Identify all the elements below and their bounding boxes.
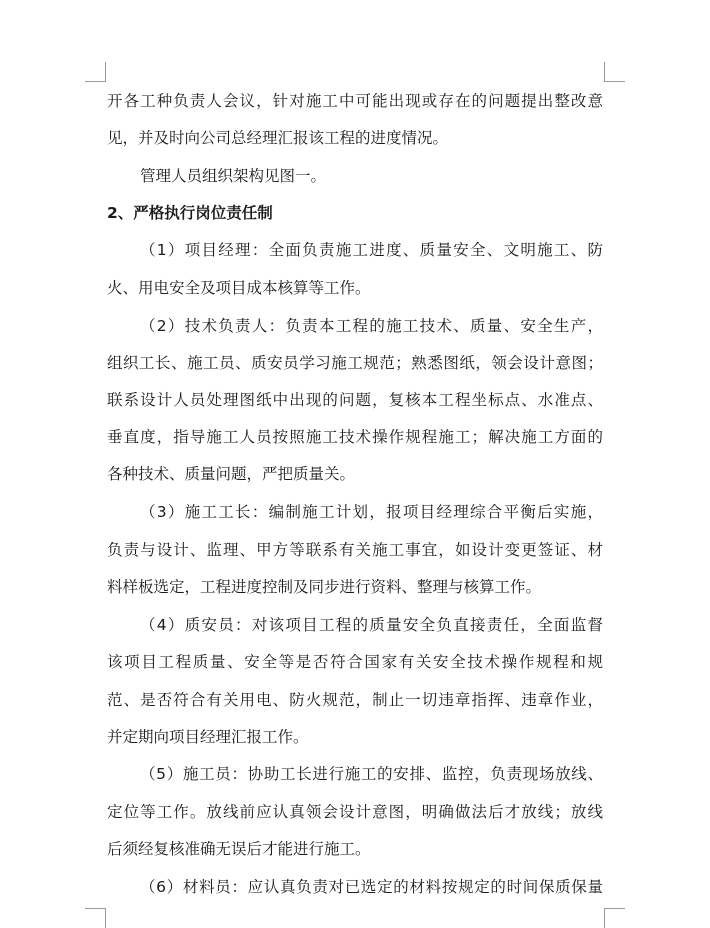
- text-line: 管理人员组织架构见图一。: [140, 167, 327, 185]
- text-line: （1）项目经理：全面负责施工进度、质量安全、文明施工、防: [140, 241, 603, 259]
- text-line: 料样板选定，工程进度控制及同步进行资料、整理与核算工作。: [107, 578, 542, 596]
- text-line: 组织工长、施工员、质安员学习施工规范；熟悉图纸，领会设计意图；: [107, 354, 603, 372]
- text-line: （3）施工工长：编制施工计划，报项目经理综合平衡后实施，: [140, 503, 603, 521]
- text-line: 后须经复核准确无误后才能进行施工。: [107, 840, 371, 858]
- text-line: 见，并及时向公司总经理汇报该工程的进度情况。: [107, 129, 449, 147]
- text-line: （6）材料员：应认真负责对已选定的材料按规定的时间保质保量: [140, 878, 603, 896]
- text-line: 各种技术、质量问题，严把质量关。: [107, 465, 356, 483]
- crop-mark-bottom-right-v: [604, 908, 605, 928]
- text-line: 并定期向项目经理汇报工作。: [107, 728, 309, 746]
- text-line: 定位等工作。放线前应认真领会设计意图，明确做法后才放线；放线: [107, 803, 603, 821]
- text-line: 负责与设计、监理、甲方等联系有关施工事宜，如设计变更签证、材: [107, 541, 603, 559]
- crop-mark-bottom-left-v: [105, 908, 106, 928]
- text-line: 范、是否符合有关用电、防火规范，制止一切违章指挥、违章作业，: [107, 691, 603, 709]
- text-line: 该项目工程质量、安全等是否符合国家有关安全技术操作规程和规: [107, 653, 603, 671]
- section-heading: 2、严格执行岗位责任制: [107, 204, 273, 222]
- crop-mark-top-right-h: [604, 81, 625, 82]
- text-line: 联系设计人员处理图纸中出现的问题，复核本工程坐标点、水准点、: [107, 391, 603, 409]
- text-line: 开各工种负责人会议，针对施工中可能出现或存在的问题提出整改意: [107, 92, 603, 110]
- crop-mark-bottom-left-h: [85, 908, 106, 909]
- crop-mark-top-right-v: [604, 62, 605, 82]
- text-line: （4）质安员：对该项目工程的质量安全负直接责任，全面监督: [140, 616, 603, 634]
- text-line: （2）技术负责人：负责本工程的施工技术、质量、安全生产，: [140, 317, 603, 335]
- crop-mark-top-left-h: [85, 81, 106, 82]
- crop-mark-bottom-right-h: [604, 908, 625, 909]
- text-line: 垂直度，指导施工人员按照施工技术操作规程施工；解决施工方面的: [107, 428, 603, 446]
- crop-mark-top-left-v: [105, 62, 106, 82]
- text-line: （5）施工员：协助工长进行施工的安排、监控，负责现场放线、: [140, 765, 603, 783]
- text-line: 火、用电安全及项目成本核算等工作。: [107, 279, 371, 297]
